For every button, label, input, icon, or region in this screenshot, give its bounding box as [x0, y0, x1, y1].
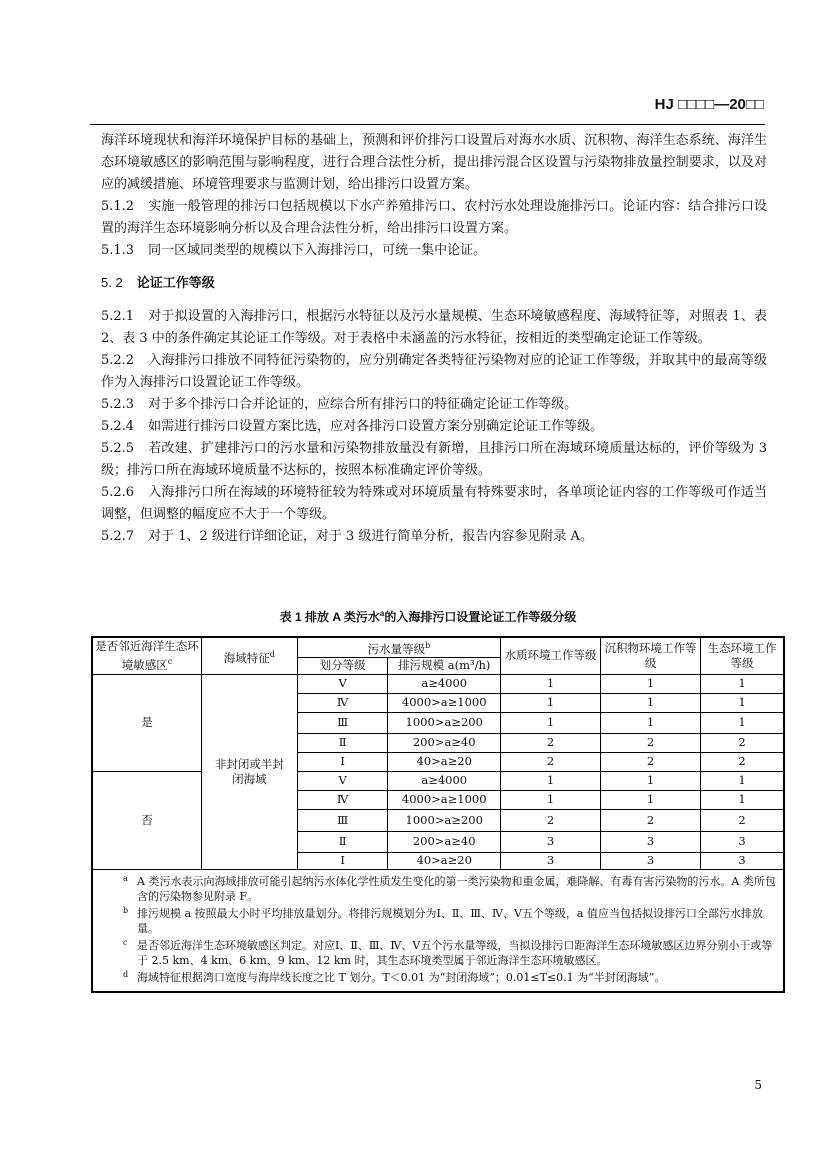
scale-cell: a≥4000	[388, 674, 501, 693]
water-cell: 3	[501, 831, 601, 852]
scale-cell: 4000>a≥1000	[388, 693, 501, 712]
grade-cell: Ⅱ	[297, 831, 388, 852]
grade-cell: Ⅳ	[297, 693, 388, 712]
note-a: a A 类污水表示向海域排放可能引起纳污水体化学性质发生变化的第一类污染物和重金属，难降解、有毒有害污染物的污水。A 类所包含的污染物参见附录 F。	[123, 873, 776, 903]
eco-cell: 3	[701, 852, 784, 869]
note-b: b 排污规模 a 按照最大小时平均排放量划分。将排污规模划分为Ⅰ、Ⅱ、Ⅲ、Ⅳ、Ⅴ五个等级，a 值应当包括拟设排污口全部污水排放量。	[123, 905, 763, 935]
grade-cell: Ⅲ	[297, 809, 388, 831]
header-sensitive: 是否邻近海洋生态环境敏感区$^c$	[92, 637, 201, 674]
sed-cell: 3	[601, 852, 701, 869]
body-text	[101, 130, 767, 548]
header-eco: 生态环境工作等级	[701, 637, 784, 674]
clause-5-2-4: 5.2.4 如需进行排污口设置方案比选，应对各排污口设置方案分别确定论证工作等级。	[101, 419, 604, 434]
clause-5-2-5: 5.2.5 若改建、扩建排污口的污水量和污染物排放量没有新增，且排污口所在海域环境质量达标的，评价等级为 3 级；排污口所在海域环境质量不达标的，按照本标准确定评价等级。	[101, 441, 767, 478]
section-heading: 5. 2 论证工作等级	[101, 275, 215, 290]
table-row	[92, 674, 784, 693]
scale-cell: 4000>a≥1000	[388, 790, 501, 809]
eco-cell: 3	[701, 831, 784, 852]
sed-cell: 2	[601, 752, 701, 771]
sed-cell: 1	[601, 674, 701, 693]
sed-cell: 1	[601, 693, 701, 712]
eco-cell: 2	[701, 809, 784, 831]
eco-cell: 1	[701, 693, 784, 712]
water-cell: 3	[501, 852, 601, 869]
water-cell: 2	[501, 809, 601, 831]
eco-cell: 1	[701, 712, 784, 733]
eco-cell: 2	[701, 733, 784, 752]
sed-cell: 2	[601, 733, 701, 752]
sed-cell: 1	[601, 790, 701, 809]
water-cell: 1	[501, 771, 601, 790]
eco-cell: 1	[701, 790, 784, 809]
clause-5-2-2: 5.2.2 入海排污口排放不同特征污染物的，应分别确定各类特征污染物对应的论证工作等级，并取其中的最高等级作为入海排污口设置论证工作等级。	[101, 353, 767, 390]
page-number: 5	[754, 1078, 762, 1092]
paragraph: 海洋环境现状和海洋环境保护目标的基础上，预测和评价排污口设置后对海水水质、沉积物、海洋生态系统、海洋生态环境敏感区的影响范围与影响程度，进行合理合法性分析，提出排污混合区设置与污染物排放量控制要求，以及对应的减缓措施、环境管理要求与监测计划，给出排污口设置方案。	[101, 133, 767, 192]
water-cell: 1	[501, 693, 601, 712]
grade-cell: Ⅲ	[297, 712, 388, 733]
grading-table	[91, 636, 785, 993]
clause-5-1-2: 5.1.2 实施一般管理的排污口包括规模以下水产养殖排污口、农村污水处理设施排污口。论证内容：结合排污口设置的海洋生态环境影响分析以及合理合法性分析，给出排污口设置方案。	[101, 199, 767, 236]
water-cell: 2	[501, 752, 601, 771]
scale-cell: 200>a≥40	[388, 733, 501, 752]
document-code: HJ □□□□—20□□	[654, 96, 764, 113]
water-cell: 2	[501, 733, 601, 752]
grade-cell: Ⅰ	[297, 752, 388, 771]
sed-cell: 3	[601, 831, 701, 852]
note-c: c 是否邻近海洋生态环境敏感区判定。对应Ⅰ、Ⅱ、Ⅲ、Ⅳ、Ⅴ五个污水量等级，当拟设排污口距海洋生态环境敏感区边界分别小于或等于 2.5 km、4 km、6 km、9 km、12 km 时，其生态环境类型属于邻近海洋生态环境敏感区。	[123, 937, 773, 967]
header-sediment: 沉积物环境工作等级	[601, 637, 701, 674]
water-cell: 1	[501, 674, 601, 693]
table-row	[92, 771, 784, 790]
sensitive-cell: 否	[92, 771, 201, 869]
grade-cell: Ⅴ	[297, 674, 388, 693]
header-volume: 污水量等级$^b$	[297, 637, 500, 657]
grade-cell: Ⅰ	[297, 852, 388, 869]
scale-cell: 40>a≥20	[388, 752, 501, 771]
eco-cell: 1	[701, 674, 784, 693]
sed-cell: 1	[601, 771, 701, 790]
table-title: 表 1 排放 A 类污水$^a$的入海排污口设置论证工作等级分级	[279, 609, 577, 624]
clause-5-1-3: 5.1.3 同一区域同类型的规模以下入海排污口，可统一集中论证。	[101, 243, 487, 258]
header-water: 水质环境工作等级	[501, 637, 601, 674]
scale-cell: 40>a≥20	[388, 852, 501, 869]
grade-cell: Ⅴ	[297, 771, 388, 790]
scale-cell: 1000>a≥200	[388, 712, 501, 733]
clause-5-2-6: 5.2.6 入海排污口所在海域的环境特征较为特殊或对环境质量有特殊要求时，各单项论证内容的工作等级可作适当调整，但调整的幅度应不大于一个等级。	[101, 485, 767, 522]
grade-cell: Ⅳ	[297, 790, 388, 809]
eco-cell: 1	[701, 771, 784, 790]
sed-cell: 2	[601, 809, 701, 831]
water-cell: 1	[501, 712, 601, 733]
header-scale: 排污规模 a(m³/h)	[388, 657, 501, 674]
clause-5-2-3: 5.2.3 对于多个排污口合并论证的，应综合所有排污口的特征确定论证工作等级。	[101, 397, 578, 412]
table-notes	[92, 869, 784, 992]
sensitive-cell: 是	[92, 674, 201, 771]
sed-cell: 1	[601, 712, 701, 733]
scale-cell: a≥4000	[388, 771, 501, 790]
clause-5-2-7: 5.2.7 对于 1、2 级进行详细论证，对于 3 级进行简单分析，报告内容参见附录 A。	[101, 529, 593, 544]
sea-type-cell: 非封闭或半封闭海域	[201, 674, 297, 869]
header-sea: 海域特征$^d$	[201, 637, 297, 674]
water-cell: 1	[501, 790, 601, 809]
note-d: d 海域特征根据湾口宽度与海岸线长度之比 T 划分。T＜0.01 为“封闭海域”；0.01≤T≤0.1 为“半封闭海域”。	[123, 969, 666, 984]
grade-cell: Ⅱ	[297, 733, 388, 752]
header-rule	[90, 124, 765, 125]
scale-cell: 1000>a≥200	[388, 809, 501, 831]
scale-cell: 200>a≥40	[388, 831, 501, 852]
header-grade: 划分等级	[297, 657, 388, 674]
clause-5-2-1: 5.2.1 对于拟设置的入海排污口，根据污水特征以及污水量规模、生态环境敏感程度、海域特征等，对照表 1、表 2、表 3 中的条件确定其论证工作等级。对于表格中未涵盖的污水特征，按相近的类型确定论证工作等级。	[101, 309, 767, 346]
eco-cell: 2	[701, 752, 784, 771]
